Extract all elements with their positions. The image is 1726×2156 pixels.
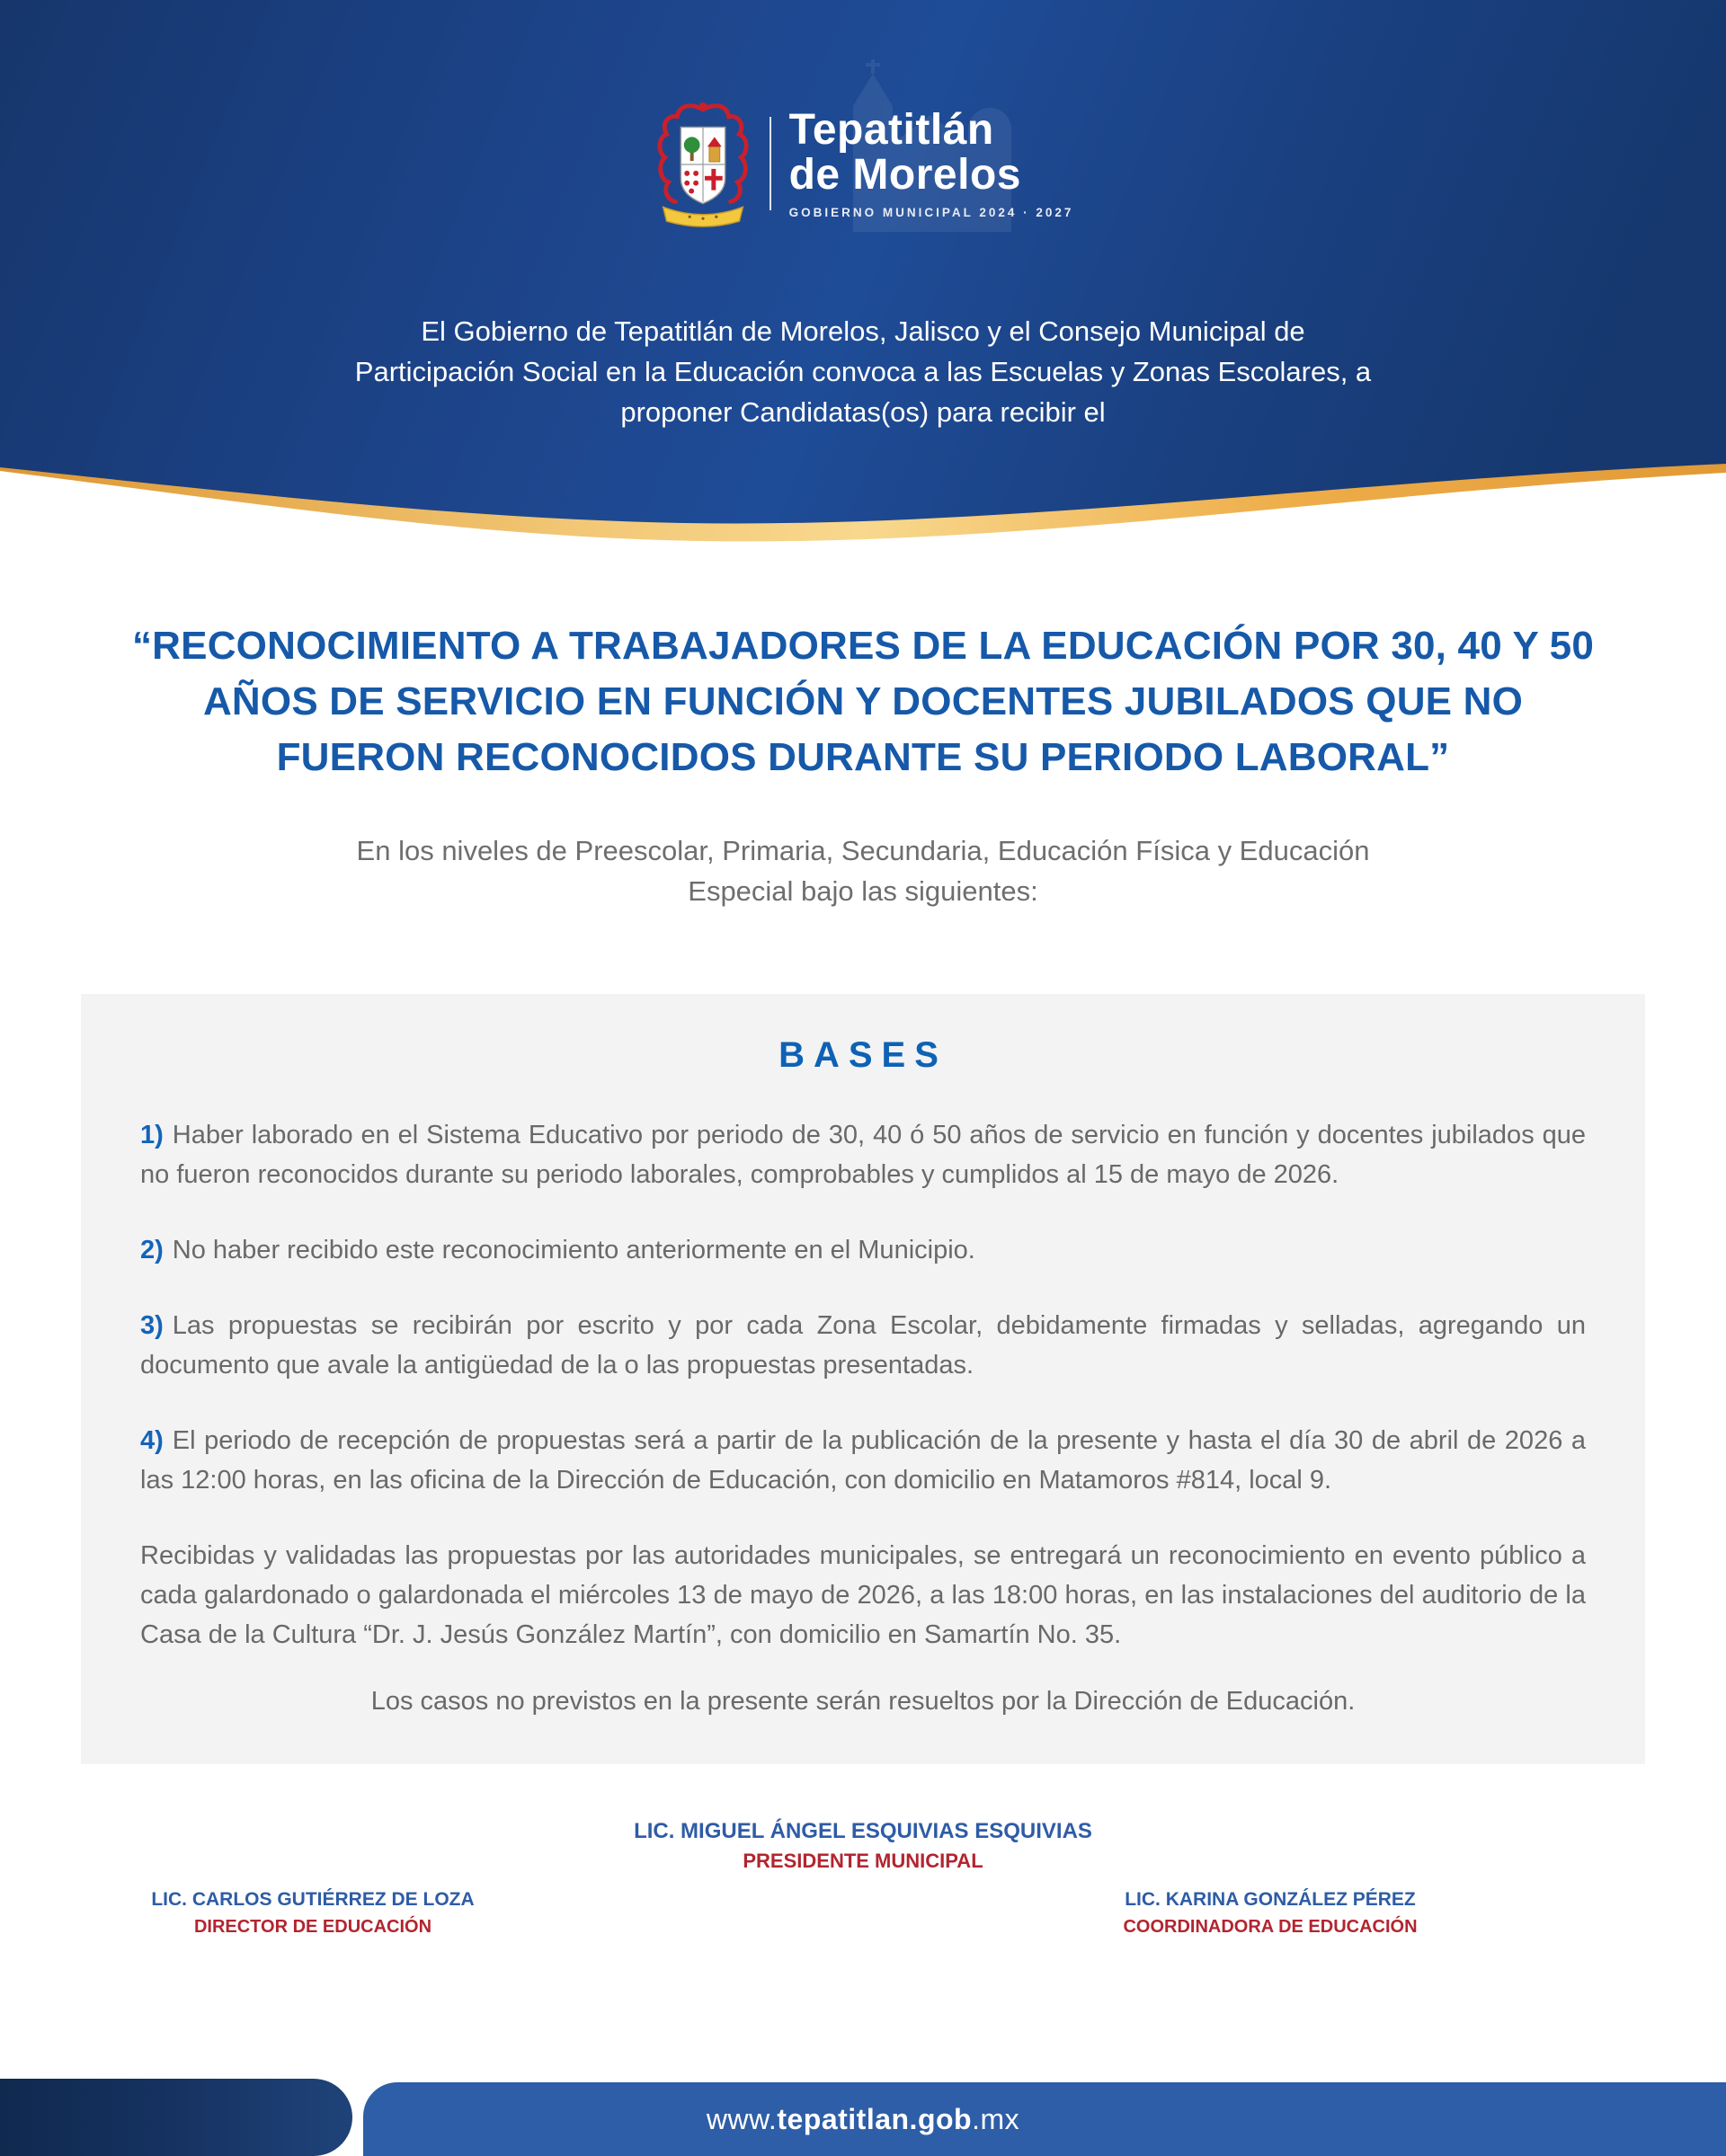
levels-subtitle	[0, 830, 1726, 911]
bases-heading: BASES	[778, 1035, 948, 1075]
closing-paragraph: Recibidas y validadas las propuestas por las autoridades municipales, se entregará un reconocimiento en evento público a cada galardonado o galardonada el miércoles 13 de mayo de 2026, a las 18:00 horas, en las instalaciones del auditorio de la Casa de la Cultura “Dr. J. Jesús González Martín”, con domicilio en Samartín No. 35.	[140, 1541, 1586, 1649]
signature-name: LIC. KARINA GONZÁLEZ PÉREZ	[1125, 1889, 1416, 1910]
header	[0, 0, 1726, 555]
subtitle-line: En los niveles de Preescolar, Primaria, Secundaria, Educación Física y Educación	[356, 835, 1370, 866]
signature-name: LIC. CARLOS GUTIÉRREZ DE LOZA	[151, 1889, 475, 1910]
logo-government-term: GOBIERNO MUNICIPAL 2024 · 2027	[788, 206, 1074, 219]
logo-text	[789, 108, 1074, 219]
base-item-1	[140, 1115, 1586, 1194]
logo-city-line1: Tepatitlán	[788, 106, 994, 154]
intro-line: proponer Candidatas(os) para recibir el	[620, 396, 1106, 428]
footer	[0, 2079, 1726, 2156]
logo-city-line2: de Morelos	[788, 151, 1021, 199]
signature-role: DIRECTOR DE EDUCACIÓN	[193, 1917, 432, 1937]
url-domain: tepatitlan.gob	[777, 2102, 973, 2135]
base-item-number: 4)	[140, 1426, 164, 1455]
base-item-text: Haber laborado en el Sistema Educativo por periodo de 30, 40 ó 50 años de servicio en función y docentes jubilados que no fueron reconocidos durante su periodo laborales, comprobables y cumplidos al 15 de mayo de 2026.	[140, 1121, 1586, 1189]
intro-line: Participación Social en la Educación convoca a las Escuelas y Zonas Escolares, a	[354, 356, 1372, 387]
final-note: Los casos no previstos en la presente serán resueltos por la Dirección de Educación.	[370, 1687, 1356, 1716]
intro-line: El Gobierno de Tepatitlán de Morelos, Jalisco y el Consejo Municipal de	[421, 315, 1305, 347]
signature-coordinator	[1123, 1886, 1417, 1940]
signature-role: COORDINADORA DE EDUCACIÓN	[1123, 1917, 1418, 1937]
base-item-2	[140, 1230, 1586, 1270]
base-item-text: Las propuestas se recibirán por escrito y por cada Zona Escolar, debidamente firmadas y selladas, agregando un documento que avale la antigüedad de la o las propuestas presentadas.	[140, 1311, 1586, 1380]
base-item-3	[140, 1306, 1586, 1385]
signature-director	[151, 1886, 474, 1940]
municipal-logo	[0, 97, 1726, 230]
municipal-crest-icon	[653, 97, 753, 230]
base-item-4	[140, 1421, 1586, 1500]
signature-name: LIC. MIGUEL ÁNGEL ESQUIVIAS ESQUIVIAS	[634, 1819, 1092, 1843]
website-url	[0, 2082, 1726, 2156]
title-line: “RECONOCIMIENTO A TRABAJADORES DE LA EDUCACIÓN POR 30, 40 Y 50	[131, 624, 1595, 668]
url-prefix: www.	[706, 2102, 778, 2135]
recognition-title	[0, 618, 1726, 785]
base-item-text: El periodo de recepción de propuestas será a partir de la publicación de la presente y hasta el día 30 de abril de 2026 a las 12:00 horas, en las oficina de la Dirección de Educación, con domicilio en Matamoros #814, local 9.	[140, 1426, 1586, 1495]
logo-divider	[770, 117, 771, 210]
base-item-number: 3)	[140, 1311, 164, 1340]
signatures	[0, 1809, 1726, 1966]
bases-panel	[81, 994, 1645, 1764]
base-item-number: 1)	[140, 1121, 164, 1149]
intro-text	[0, 311, 1726, 432]
url-suffix: .mx	[972, 2102, 1020, 2135]
base-item-text: No haber recibido este reconocimiento anteriormente en el Municipio.	[172, 1236, 975, 1264]
signature-role: PRESIDENTE MUNICIPAL	[743, 1850, 983, 1872]
signature-president	[0, 1816, 1726, 1876]
subtitle-line: Especial bajo las siguientes:	[688, 875, 1038, 907]
title-line: AÑOS DE SERVICIO EN FUNCIÓN Y DOCENTES JUBILADOS QUE NO	[202, 679, 1524, 723]
title-line: FUERON RECONOCIDOS DURANTE SU PERIODO LABORAL”	[276, 735, 1450, 779]
base-item-number: 2)	[140, 1236, 164, 1264]
